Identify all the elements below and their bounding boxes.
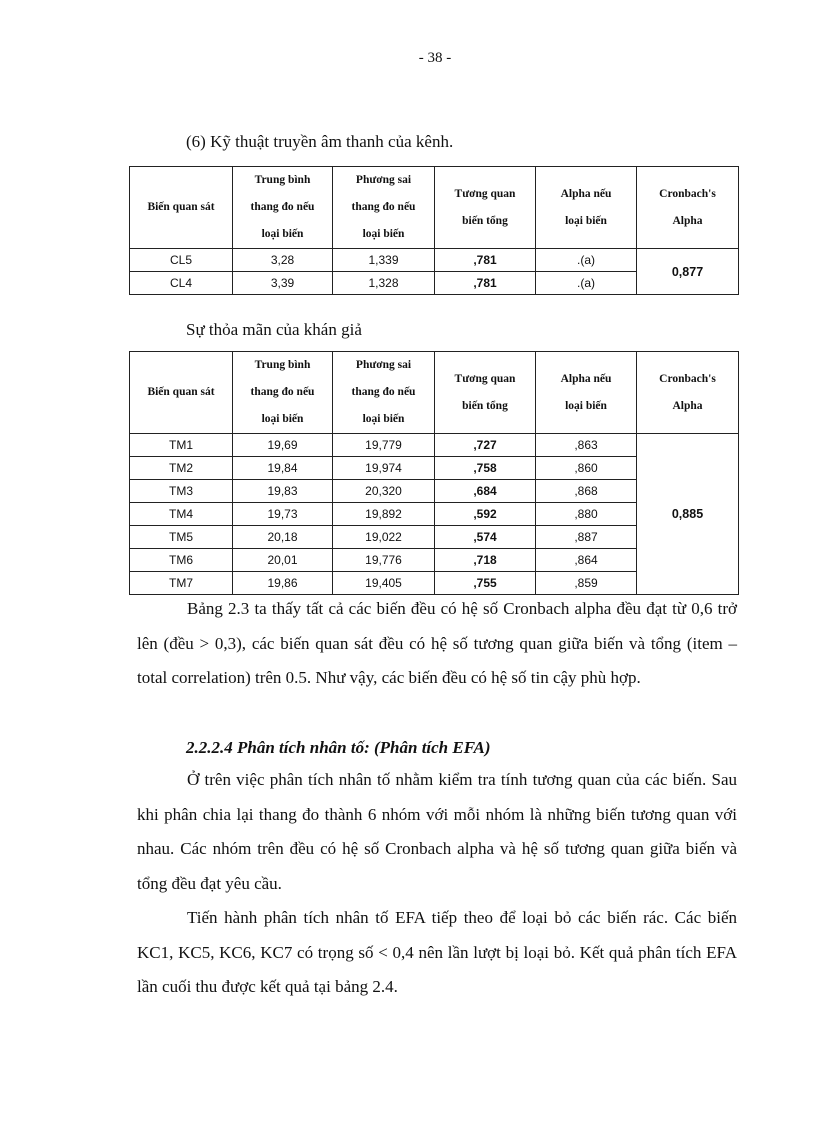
cell-variance: 19,022 <box>333 526 435 549</box>
cell-mean: 3,28 <box>233 249 333 272</box>
header-scale-mean: Trung bình thang đo nếu loại biến <box>233 352 333 434</box>
cell-alpha-if-deleted: ,863 <box>536 434 637 457</box>
cell-correlation: ,727 <box>435 434 536 457</box>
table-row <box>130 434 739 457</box>
cell-cronbach-alpha: 0,885 <box>637 434 739 595</box>
cell-variable: TM7 <box>130 572 233 595</box>
cell-mean: 20,01 <box>233 549 333 572</box>
cell-variance: 19,779 <box>333 434 435 457</box>
table2-header-row <box>130 352 739 434</box>
cell-correlation: ,574 <box>435 526 536 549</box>
cell-mean: 19,84 <box>233 457 333 480</box>
header-cronbach-alpha: Cronbach's Alpha <box>637 167 739 249</box>
header-cronbach-alpha: Cronbach's Alpha <box>637 352 739 434</box>
table-row <box>130 249 739 272</box>
header-scale-variance: Phương sai thang đo nếu loại biến <box>333 352 435 434</box>
paragraph-cronbach-summary: Bảng 2.3 ta thấy tất cả các biến đều có hệ số Cronbach alpha đều đạt từ 0,6 trở lên (đều > 0,3), các biến quan sát đều có hệ số tương quan giữa biến và tổng (item – total correlation) trên 0.5. Như vậy, các biến đều có hệ số tin cậy phù hợp. <box>137 599 737 687</box>
cell-variance: 19,776 <box>333 549 435 572</box>
cell-alpha-if-deleted: ,868 <box>536 480 637 503</box>
header-item-total-correlation: Tương quan biến tổng <box>435 352 536 434</box>
section-heading: 2.2.2.4 Phân tích nhân tố: (Phân tích EFA) <box>186 738 491 757</box>
table2-caption: Sự thỏa mãn của khán giả <box>186 320 362 339</box>
paragraph-efa-intro: Ở trên việc phân tích nhân tố nhằm kiểm tra tính tương quan của các biến. Sau khi phân chia lại thang đo thành 6 nhóm với mỗi nhóm là những biến tương quan với nhau. Các nhóm trên đều có hệ số Cronbach alpha và hệ số tương quan giữa biến và tổng đều đạt yêu cầu. <box>137 770 737 893</box>
cell-variance: 1,339 <box>333 249 435 272</box>
table2 <box>129 351 739 595</box>
cell-correlation: ,758 <box>435 457 536 480</box>
header-variable: Biến quan sát <box>130 352 233 434</box>
cell-variance: 20,320 <box>333 480 435 503</box>
cell-variance: 1,328 <box>333 272 435 295</box>
header-alpha-if-deleted: Alpha nếu loại biến <box>536 167 637 249</box>
cell-correlation: ,718 <box>435 549 536 572</box>
cell-correlation: ,755 <box>435 572 536 595</box>
cell-variance: 19,405 <box>333 572 435 595</box>
cell-correlation: ,684 <box>435 480 536 503</box>
cell-variable: CL5 <box>130 249 233 272</box>
cell-cronbach-alpha: 0,877 <box>637 249 739 295</box>
table1 <box>129 166 739 295</box>
header-variable: Biến quan sát <box>130 167 233 249</box>
cell-alpha-if-deleted: .(a) <box>536 249 637 272</box>
cell-alpha-if-deleted: ,864 <box>536 549 637 572</box>
cell-variable: CL4 <box>130 272 233 295</box>
page-number: - 38 - <box>418 50 452 66</box>
cell-variable: TM1 <box>130 434 233 457</box>
cell-alpha-if-deleted: ,860 <box>536 457 637 480</box>
table1-caption: (6) Kỹ thuật truyền âm thanh của kênh. <box>186 132 454 151</box>
cell-mean: 19,86 <box>233 572 333 595</box>
cell-mean: 19,83 <box>233 480 333 503</box>
cell-variance: 19,974 <box>333 457 435 480</box>
cell-alpha-if-deleted: .(a) <box>536 272 637 295</box>
cell-alpha-if-deleted: ,887 <box>536 526 637 549</box>
cell-variable: TM4 <box>130 503 233 526</box>
cell-mean: 20,18 <box>233 526 333 549</box>
cell-mean: 3,39 <box>233 272 333 295</box>
header-scale-variance: Phương sai thang đo nếu loại biến <box>333 167 435 249</box>
cell-correlation: ,781 <box>435 272 536 295</box>
header-alpha-if-deleted: Alpha nếu loại biến <box>536 352 637 434</box>
cell-correlation: ,592 <box>435 503 536 526</box>
cell-mean: 19,73 <box>233 503 333 526</box>
header-item-total-correlation: Tương quan biến tổng <box>435 167 536 249</box>
paragraph-efa-result: Tiến hành phân tích nhân tố EFA tiếp theo để loại bỏ các biến rác. Các biến KC1, KC5, KC6, KC7 có trọng số < 0,4 nên lần lượt bị loại bỏ. Kết quả phân tích EFA lần cuối thu được kết quả tại bảng 2.4. <box>137 908 737 996</box>
cell-correlation: ,781 <box>435 249 536 272</box>
cell-variable: TM3 <box>130 480 233 503</box>
table1-header-row <box>130 167 739 249</box>
cell-alpha-if-deleted: ,859 <box>536 572 637 595</box>
cell-variable: TM5 <box>130 526 233 549</box>
cell-variance: 19,892 <box>333 503 435 526</box>
header-scale-mean: Trung bình thang đo nếu loại biến <box>233 167 333 249</box>
cell-alpha-if-deleted: ,880 <box>536 503 637 526</box>
cell-mean: 19,69 <box>233 434 333 457</box>
cell-variable: TM2 <box>130 457 233 480</box>
cell-variable: TM6 <box>130 549 233 572</box>
